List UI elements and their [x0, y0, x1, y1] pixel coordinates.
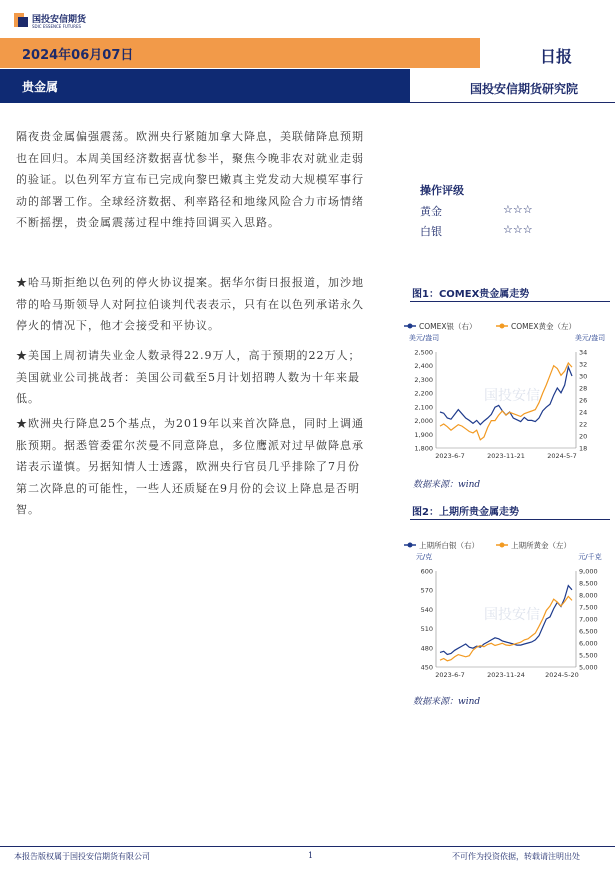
x-tick-label: 2024-5-7	[547, 452, 577, 460]
paragraph-summary: 隔夜贵金属偏强震荡。欧洲央行紧随加拿大降息，美联储降息预期也在回归。本周美国经济数据喜忧参半，聚焦今晚非农对就业走弱的验证。以色列军方宣布已完成向黎巴嫩真主党发动大规模军事行动的部署工作。全球经济数据、利率路径和地缘风险合力市场情绪不断摇摆，贵金属震荡过程中维持回调买入思路。	[16, 130, 364, 229]
figure-2-title: 图2：上期所贵金属走势	[412, 507, 519, 518]
left-axis-unit: 美元/盎司	[408, 334, 440, 342]
logo-text-cn: 国投安信期货	[32, 15, 87, 25]
footer-divider	[0, 846, 615, 847]
figure-1-source: 数据来源：wind	[413, 480, 481, 490]
header-navy-bar	[0, 69, 410, 103]
right-axis-unit: 美元/盎司	[574, 334, 606, 342]
legend-label: COMEX银（右）	[419, 322, 477, 331]
left-tick-label: 510	[420, 625, 433, 634]
left-tick-label: 2,500	[414, 348, 433, 357]
footer-copyright: 本报告版权属于国投安信期货有限公司	[14, 852, 150, 861]
footer-disclaimer: 不可作为投资依据，转载请注明出处	[452, 852, 580, 861]
x-tick-label: 2023-11-21	[487, 452, 525, 460]
figure-1-title: 图1：COMEX贵金属走势	[412, 289, 530, 300]
left-tick-label: 480	[420, 644, 433, 653]
right-tick-label: 20	[579, 432, 588, 441]
footer-page-number: 1	[308, 851, 314, 860]
right-tick-label: 26	[579, 396, 588, 405]
x-tick-label: 2023-11-24	[487, 671, 525, 679]
right-tick-label: 30	[579, 372, 588, 381]
left-tick-label: 450	[420, 663, 433, 672]
figure-2-rule	[410, 519, 610, 520]
paragraph-news-3: ★欧洲央行降息25个基点，为2019年以来首次降息，同时上调通胀预期。据悉管委霍尔茨曼不同意降息，多位鹰派对过早做降息承诺表示谨慎。另据知情人士透露，欧洲央行官员几乎排除了7月份第二次降息的可能性，一些人还质疑在9月份的会议上降息是否明智。	[16, 417, 364, 516]
right-tick-label: 28	[579, 384, 588, 393]
legend-marker	[408, 543, 413, 548]
right-tick-label: 22	[579, 420, 588, 429]
chart-shfe-svg	[400, 537, 610, 687]
x-tick-label: 2023-6-7	[435, 452, 465, 460]
right-tick-label: 5,500	[579, 651, 598, 660]
right-tick-label: 32	[579, 360, 588, 369]
left-tick-label: 540	[420, 605, 433, 614]
right-axis-unit: 元/千克	[578, 553, 602, 561]
right-tick-label: 7,500	[579, 603, 598, 612]
left-tick-label: 570	[420, 586, 433, 595]
legend-marker	[500, 324, 505, 329]
x-tick-label: 2023-6-7	[435, 671, 465, 679]
right-tick-label: 24	[579, 408, 588, 417]
chart-shfe	[400, 537, 610, 687]
x-tick-label: 2024-5-20	[545, 671, 579, 679]
watermark-text: 国投安信	[484, 388, 540, 404]
paragraph-news-1: ★哈马斯拒绝以色列的停火协议提案。据华尔街日报报道，加沙地带的哈马斯领导人对阿拉伯谈判代表表示，只有在以色列承诺永久停火的情况下，他才会接受和平协议。	[16, 276, 364, 332]
rating-gold-stars: ☆☆☆	[503, 203, 533, 216]
figure-2-source: 数据来源：wind	[413, 697, 481, 707]
left-tick-label: 2,200	[414, 389, 433, 398]
left-tick-label: 2,100	[414, 403, 433, 412]
right-tick-label: 5,000	[579, 663, 598, 672]
left-axis-unit: 元/克	[415, 553, 433, 561]
org-name: 国投安信期货研究院	[470, 82, 579, 96]
legend-marker	[408, 324, 413, 329]
legend-label: 上期所黄金（左）	[511, 541, 571, 550]
right-tick-label: 8,500	[579, 579, 598, 588]
paragraph-news-2: ★美国上周初请失业金人数录得22.9万人，高于预期的22万人；美国就业公司挑战者：美国公司截至5月计划招聘人数为十年来最低。	[16, 349, 361, 405]
right-tick-label: 6,500	[579, 627, 598, 636]
section-title: 贵金属	[22, 80, 59, 94]
right-tick-label: 9,000	[579, 567, 598, 576]
left-tick-label: 1,900	[414, 430, 433, 439]
legend-marker	[500, 543, 505, 548]
left-tick-label: 2,300	[414, 375, 433, 384]
right-tick-label: 8,000	[579, 591, 598, 600]
right-tick-label: 6,000	[579, 639, 598, 648]
legend-label: COMEX黄金（左）	[511, 322, 576, 331]
figure-1-rule	[410, 301, 610, 302]
right-tick-label: 34	[579, 348, 588, 357]
left-tick-label: 2,000	[414, 417, 433, 426]
left-tick-label: 600	[420, 567, 433, 576]
legend-label: 上期所白银（右）	[419, 541, 479, 550]
left-tick-label: 1,800	[414, 444, 433, 453]
left-tick-label: 2,400	[414, 362, 433, 371]
rating-silver-stars: ☆☆☆	[503, 223, 533, 236]
report-type: 日报	[540, 47, 573, 66]
logo-text-en: SDIC ESSENCE FUTURES	[32, 24, 82, 29]
company-logo	[14, 10, 94, 34]
rating-silver-label: 白银	[420, 225, 442, 238]
rating-title: 操作评级	[420, 184, 464, 197]
report-date: 2024年06月07日	[22, 48, 134, 63]
header-divider	[410, 102, 615, 103]
chart-comex-svg	[400, 318, 610, 468]
right-tick-label: 7,000	[579, 615, 598, 624]
right-tick-label: 18	[579, 444, 588, 453]
watermark-text: 国投安信	[484, 607, 540, 623]
rating-gold-label: 黄金	[420, 205, 442, 218]
chart-comex	[400, 318, 610, 468]
